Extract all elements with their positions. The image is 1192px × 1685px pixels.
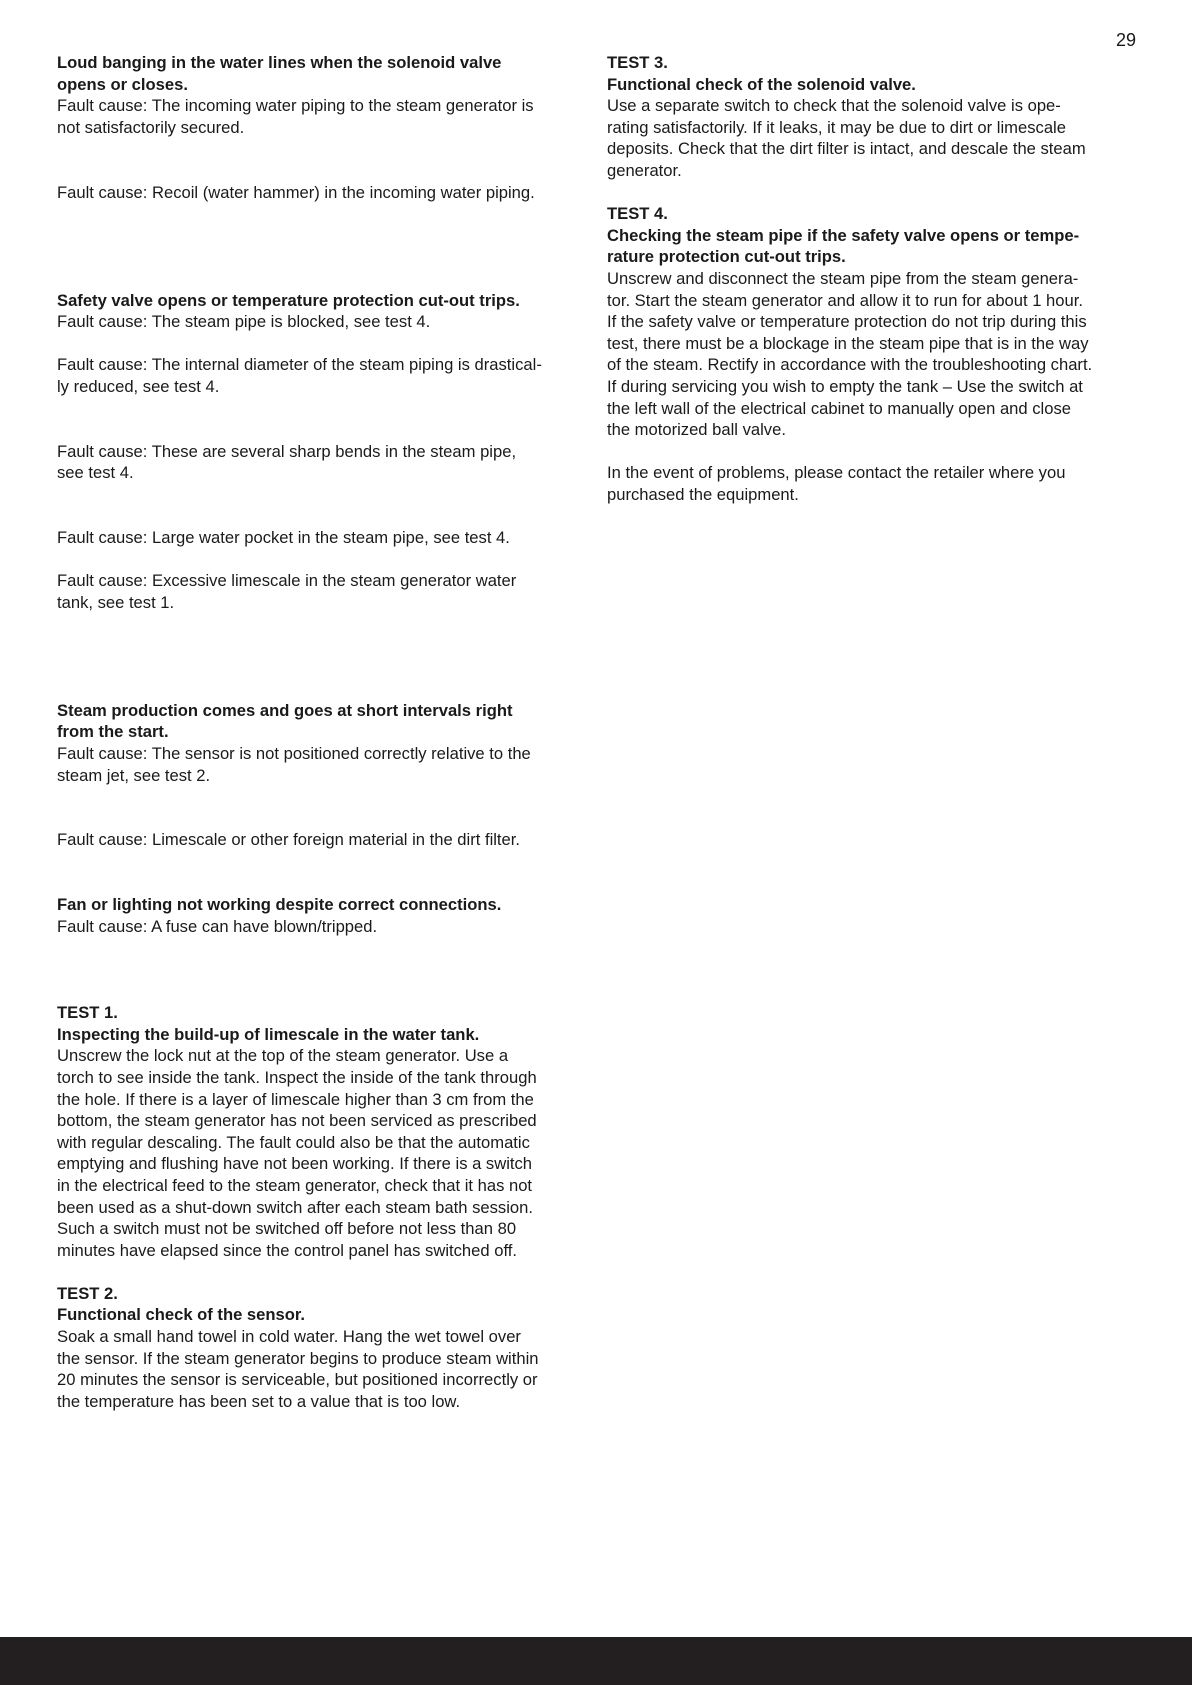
fault-banging [57, 52, 585, 138]
test-3-title: Functional check of the solenoid valve. [607, 74, 916, 94]
fault-safety-valve [57, 290, 585, 333]
test-1-text: emptying and flushing have not been working. If there is a switch [57, 1154, 533, 1174]
fault-cause-piping-line-2: not satisfactorily secured. [57, 117, 245, 137]
test-3-text: generator. [607, 160, 682, 180]
page-number: 29 [1115, 30, 1136, 50]
test-4-text: Unscrew and disconnect the steam pipe from the steam genera- [607, 268, 1079, 288]
fault-cause-water-pocket: Fault cause: Large water pocket in the steam pipe, see test 4. [57, 528, 510, 548]
test-1 [57, 1002, 585, 1261]
fault-cause-dirt-filter: Fault cause: Limescale or other foreign material in the dirt filter. [57, 830, 520, 850]
test-1-text: been used as a shut-down switch after each steam bath session. [57, 1197, 533, 1217]
test-2-text: the sensor. If the steam generator begins to produce steam within [57, 1348, 539, 1368]
left-column [57, 52, 585, 1412]
footer-bar [0, 1637, 1192, 1685]
test-4-text: of the steam. Rectify in accordance with the troubleshooting chart. [607, 355, 1093, 375]
test-4-text: If the safety valve or temperature protection do not trip during this [607, 312, 1087, 332]
test-1-text: bottom, the steam generator has not been serviced as prescribed [57, 1111, 537, 1131]
fault-cause-bends-line-2: see test 4. [57, 463, 134, 483]
test-4-heading: TEST 4. [607, 204, 668, 224]
test-4-text: test, there must be a blockage in the steam pipe that is in the way [607, 333, 1089, 353]
fault-cause-diameter-line-1: Fault cause: The internal diameter of the steam piping is drastical- [57, 355, 542, 375]
test-2-title: Functional check of the sensor. [57, 1305, 306, 1325]
test-2 [57, 1283, 585, 1413]
test-3-text: deposits. Check that the dirt filter is intact, and descale the steam [607, 139, 1086, 159]
test-4-text: the left wall of the electrical cabinet to manually open and close [607, 398, 1071, 418]
test-3-text: rating satisfactorily. If it leaks, it may be due to dirt or limescale [607, 117, 1066, 137]
contact-retailer-line-2: purchased the equipment. [607, 484, 799, 504]
fault-steam-production-title-line-1: Steam production comes and goes at short intervals right [57, 700, 513, 720]
test-4-text: If during servicing you wish to empty the tank – Use the switch at [607, 376, 1083, 396]
fault-cause-sensor-line-2: steam jet, see test 2. [57, 765, 211, 785]
contact-retailer-line-1: In the event of problems, please contact the retailer where you [607, 463, 1066, 483]
fault-cause-piping-line-1: Fault cause: The incoming water piping to the steam generator is [57, 96, 534, 116]
test-1-title: Inspecting the build-up of limescale in the water tank. [57, 1024, 480, 1044]
test-1-text: torch to see inside the tank. Inspect the inside of the tank through [57, 1067, 537, 1087]
fault-cause-limescale-line-1: Fault cause: Excessive limescale in the steam generator water [57, 571, 517, 591]
test-2-text: 20 minutes the sensor is serviceable, but positioned incorrectly or [57, 1370, 538, 1390]
fault-fan-lighting [57, 894, 585, 937]
fault-steam-production-title-line-2: from the start. [57, 722, 169, 742]
test-3-text: Use a separate switch to check that the solenoid valve is ope- [607, 96, 1061, 116]
fault-cause-fuse: Fault cause: A fuse can have blown/tripped. [57, 916, 378, 936]
test-1-text: in the electrical feed to the steam generator, check that it has not [57, 1175, 533, 1195]
test-4-text: tor. Start the steam generator and allow it to run for about 1 hour. [607, 290, 1083, 310]
test-1-text: Such a switch must not be switched off before not less than 80 [57, 1219, 517, 1239]
test-2-heading: TEST 2. [57, 1283, 118, 1303]
test-4-title-line-2: rature protection cut-out trips. [607, 247, 846, 267]
test-1-heading: TEST 1. [57, 1003, 118, 1023]
right-column [607, 52, 1137, 505]
fault-cause-bends-line-1: Fault cause: These are several sharp bends in the steam pipe, [57, 441, 517, 461]
test-3-heading: TEST 3. [607, 53, 668, 72]
test-4-title-line-1: Checking the steam pipe if the safety valve opens or tempe- [607, 225, 1080, 245]
test-1-text: with regular descaling. The fault could also be that the automatic [57, 1132, 530, 1152]
test-3 [607, 52, 1137, 182]
fault-cause-blocked: Fault cause: The steam pipe is blocked, see test 4. [57, 312, 431, 332]
fault-steam-production [57, 700, 585, 786]
test-1-text: minutes have elapsed since the control panel has switched off. [57, 1240, 517, 1260]
fault-safety-valve-title: Safety valve opens or temperature protection cut-out trips. [57, 290, 520, 310]
fault-cause-sensor-line-1: Fault cause: The sensor is not positioned correctly relative to the [57, 744, 531, 764]
test-2-text: Soak a small hand towel in cold water. Hang the wet towel over [57, 1327, 521, 1347]
fault-cause-limescale-line-2: tank, see test 1. [57, 592, 175, 612]
fault-fan-lighting-title: Fan or lighting not working despite correct connections. [57, 895, 502, 915]
test-1-text: Unscrew the lock nut at the top of the steam generator. Use a [57, 1046, 509, 1066]
fault-cause-recoil: Fault cause: Recoil (water hammer) in the incoming water piping. [57, 182, 535, 202]
fault-banging-title-line-1: Loud banging in the water lines when the solenoid valve [57, 53, 502, 72]
test-2-text: the temperature has been set to a value that is too low. [57, 1391, 461, 1411]
test-4 [607, 203, 1137, 441]
fault-cause-diameter-line-2: ly reduced, see test 4. [57, 376, 220, 396]
test-4-text: the motorized ball valve. [607, 420, 786, 440]
test-1-text: the hole. If there is a layer of limescale higher than 3 cm from the [57, 1089, 534, 1109]
fault-banging-title-line-2: opens or closes. [57, 74, 188, 94]
